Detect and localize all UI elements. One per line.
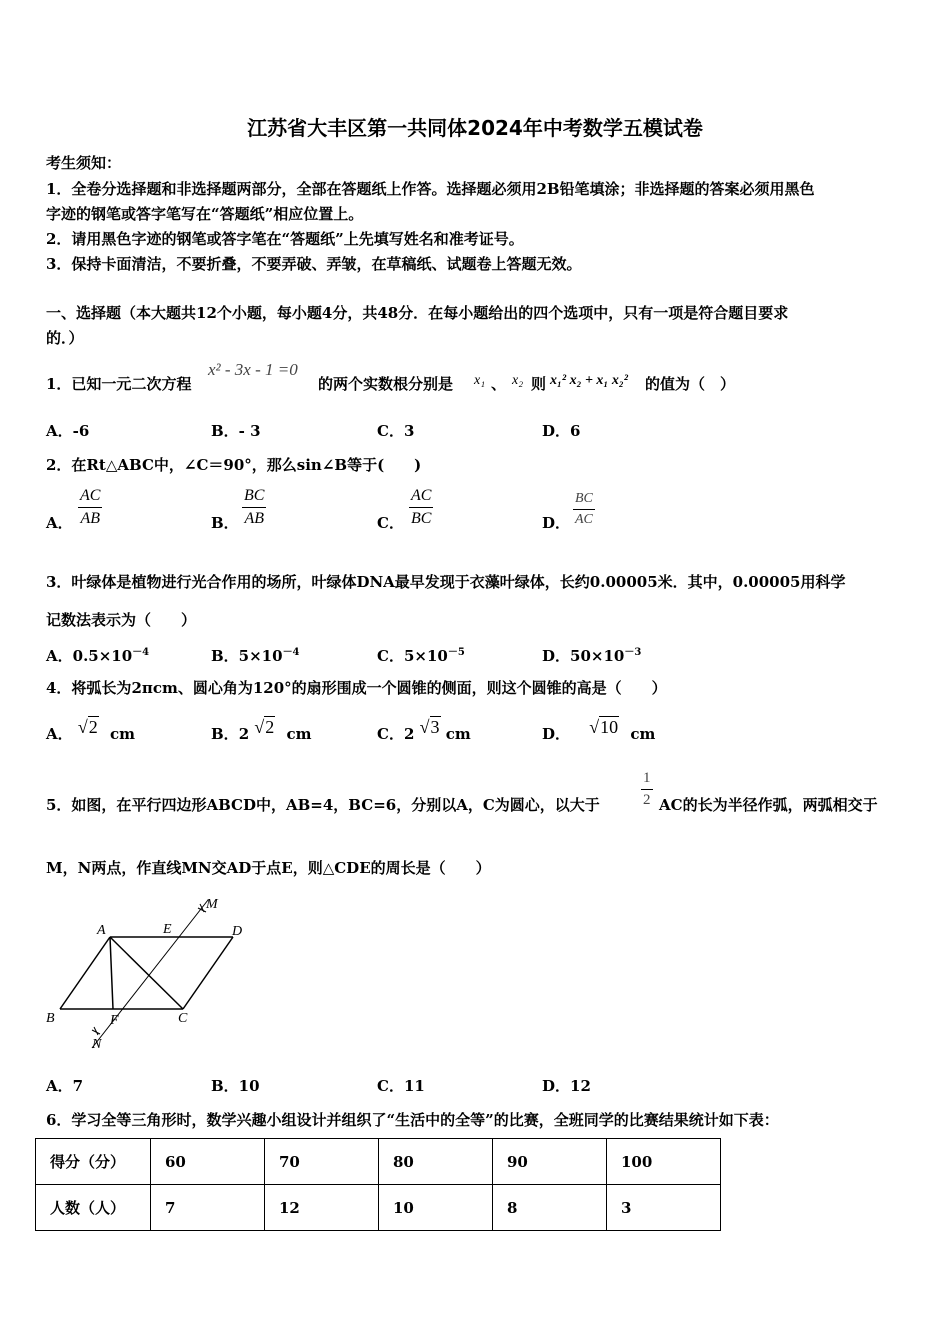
label-b: B xyxy=(46,1011,55,1026)
q1-option-d[interactable]: D．6 xyxy=(542,422,581,440)
table-cell: 70 xyxy=(265,1139,379,1185)
table-cell: 3 xyxy=(607,1185,721,1231)
q5-option-b[interactable]: B．10 xyxy=(211,1077,260,1095)
table-row xyxy=(36,1139,721,1185)
q1-option-c[interactable]: C．3 xyxy=(377,422,415,440)
section1-line2: 的．） xyxy=(46,329,84,347)
q5-option-d[interactable]: D．12 xyxy=(542,1077,591,1095)
q1-x1: x₁ xyxy=(474,373,486,388)
q5-option-a[interactable]: A．7 xyxy=(46,1077,84,1095)
label-d: D xyxy=(232,924,243,939)
q3-option-a[interactable]: A．$0.5\times 10^{-4}$ xyxy=(46,647,150,665)
q3-option-c[interactable]: C．$5\times 10^{-5}$ xyxy=(377,647,465,665)
q3-option-b[interactable]: B．$5\times 10^{-4}$ xyxy=(211,647,300,665)
q5-option-c[interactable]: C．11 xyxy=(377,1077,425,1095)
segment-af xyxy=(110,937,113,1009)
q1-suffix: 的值为（ ） xyxy=(645,375,736,393)
q3-line1: 3．叶绿体是植物进行光合作用的场所，叶绿体DNA最早发现于衣藻叶绿体，长约0.00005米．其中，0.00005用科学 xyxy=(46,573,846,591)
q1-x2: x₂ xyxy=(512,373,524,388)
q2-stem: 2．在Rt△ABC中，∠C＝90°，那么sin∠B等于( ) xyxy=(46,456,422,474)
table-row xyxy=(36,1185,721,1231)
q2-option-b-fraction: $\frac{BC}{AB}$ xyxy=(244,487,265,527)
q1-equation: x² - 3x - 1 =0 xyxy=(208,360,298,379)
label-f: F xyxy=(110,1013,119,1028)
table-cell: 12 xyxy=(265,1185,379,1231)
q2-option-b-label[interactable]: B． xyxy=(211,514,239,532)
q2-option-d-fraction: $\frac{BC}{AC}$ xyxy=(575,491,593,527)
notice-heading: 考生须知： xyxy=(46,154,122,172)
label-c: C xyxy=(178,1011,188,1026)
q1-expression: x₁² x₂ + x₁ x₂² xyxy=(550,373,628,388)
q2-option-c-label[interactable]: C． xyxy=(377,514,404,532)
q4-option-a[interactable]: A． √2 cm xyxy=(46,717,136,743)
q6-score-table xyxy=(35,1138,721,1231)
table-cell: 7 xyxy=(151,1185,265,1231)
label-a: A xyxy=(97,923,106,938)
q5-line1a: 5．如图，在平行四边形ABCD中，AB=4，BC=6，分别以A，C为圆心，以大于 xyxy=(46,796,600,814)
edge-cd xyxy=(183,937,233,1009)
q3-line2: 记数法表示为（ ） xyxy=(46,611,197,629)
q2-option-d-label[interactable]: D． xyxy=(542,514,571,532)
table-cell: 60 xyxy=(151,1139,265,1185)
label-n: N xyxy=(92,1037,102,1052)
notice-item-1b: 字迹的钢笔或答字笔写在“答题纸”相应位置上。 xyxy=(46,205,364,223)
diagonal-ac xyxy=(110,937,183,1009)
arc-mark-n xyxy=(92,1027,100,1035)
notice-item-3: 3．保持卡面清洁，不要折叠，不要弄破、弄皱，在草稿纸、试题卷上答题无效。 xyxy=(46,255,582,273)
q5-half-fraction: $\frac{1}{2}$ xyxy=(643,770,651,808)
label-m: M xyxy=(206,897,218,912)
q2-option-a-label[interactable]: A． xyxy=(46,514,73,532)
q1-option-b[interactable]: B．- 3 xyxy=(211,422,261,440)
notice-item-1a: 1．全卷分选择题和非选择题两部分，全部在答题纸上作答。选择题必须用2B铅笔填涂；非选择题的答案必须用黑色 xyxy=(46,180,815,198)
notice-item-2: 2．请用黑色字迹的钢笔或答字笔在“答题纸”上先填写姓名和准考证号。 xyxy=(46,230,524,248)
q5-line1b: AC的长为半径作弧，两弧相交于 xyxy=(659,796,878,814)
q2-option-c-fraction: $\frac{AC}{BC}$ xyxy=(411,487,432,527)
table-header-count: 人数（人） xyxy=(36,1185,151,1231)
page-title: 江苏省大丰区第一共同体2024年中考数学五模试卷 xyxy=(247,116,703,140)
q4-option-c[interactable]: C．2 √3 cm xyxy=(377,717,471,743)
q6-stem: 6．学习全等三角形时，数学兴趣小组设计并组织了“生活中的全等”的比赛，全班同学的比赛结果统计如下表： xyxy=(46,1111,779,1129)
table-cell: 100 xyxy=(607,1139,721,1185)
q4-option-d[interactable]: D． √10 cm xyxy=(542,717,656,743)
q5-line2: M，N两点，作直线MN交AD于点E，则△CDE的周长是（ ） xyxy=(46,859,491,877)
edge-ab xyxy=(60,937,110,1009)
q1-prefix: 1．已知一元二次方程 xyxy=(46,375,192,393)
q2-option-a-fraction: $\frac{AC}{AB}$ xyxy=(80,487,101,527)
q1-middle: 的两个实数根分别是 xyxy=(318,375,454,393)
q3-option-d[interactable]: D．$50\times 10^{-3}$ xyxy=(542,647,642,665)
section1-line1: 一、选择题（本大题共12个小题，每小题4分，共48分．在每小题给出的四个选项中，只有一项是符合题目要求 xyxy=(46,304,789,322)
table-header-score: 得分（分） xyxy=(36,1139,151,1185)
table-cell: 90 xyxy=(493,1139,607,1185)
q5-parallelogram-figure xyxy=(40,890,270,1055)
q1-option-a[interactable]: A．-6 xyxy=(46,422,90,440)
table-cell: 80 xyxy=(379,1139,493,1185)
label-e: E xyxy=(163,922,172,937)
q1-sep: 、 xyxy=(491,375,507,393)
q1-then: 则 xyxy=(531,375,547,393)
q4-option-b[interactable]: B．2 √2 cm xyxy=(211,717,312,743)
table-cell: 8 xyxy=(493,1185,607,1231)
table-cell: 10 xyxy=(379,1185,493,1231)
q4-stem: 4．将弧长为2πcm、圆心角为120°的扇形围成一个圆锥的侧面，则这个圆锥的高是（ ） xyxy=(46,679,667,697)
